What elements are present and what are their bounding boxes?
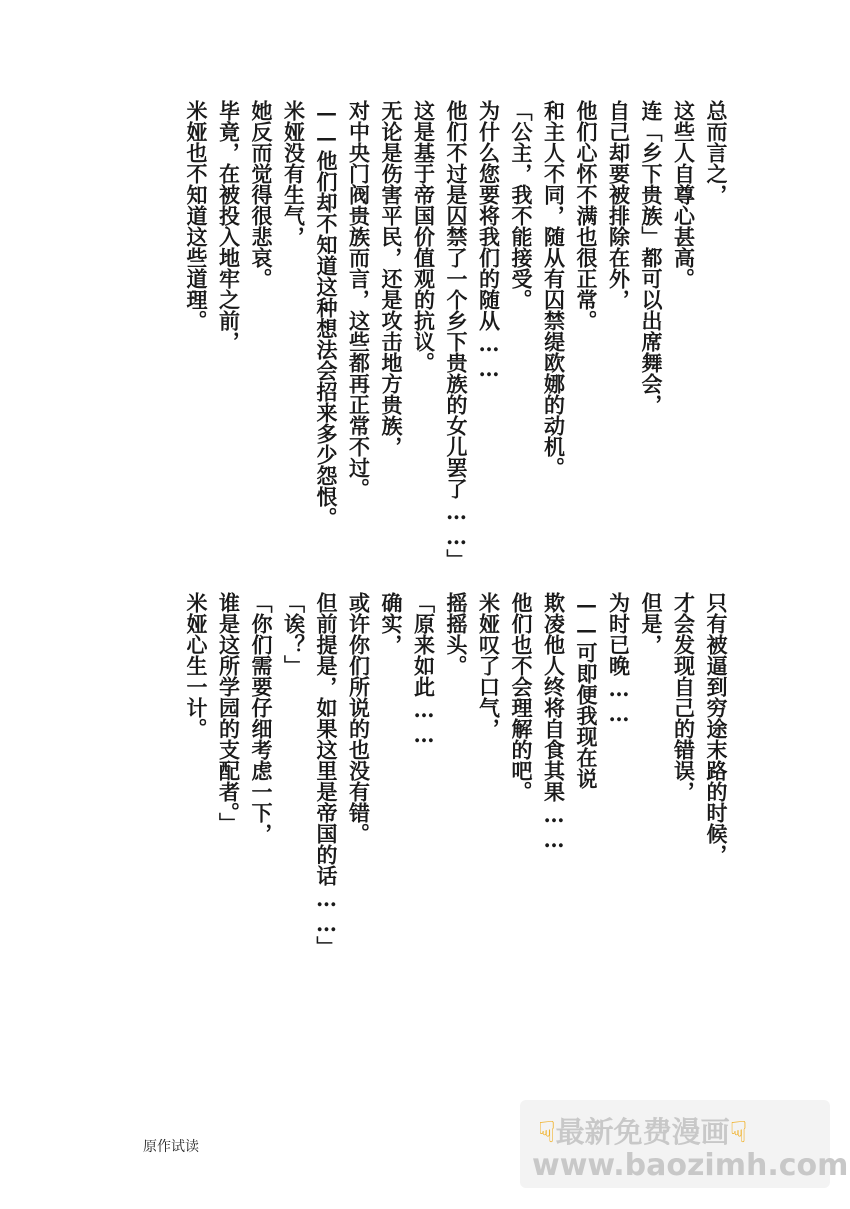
text-line: 但是， (639, 592, 664, 655)
watermark-url: www.baozimh.com (532, 1148, 849, 1183)
text-line: 为什么您要将我们的随从…… (476, 100, 502, 381)
text-line: 欺凌他人终将自食其果…… (541, 592, 567, 852)
text-line: 摇摇头。 (444, 592, 469, 676)
text-line: 连「乡下贵族」都可以出席舞会， (639, 100, 664, 415)
watermark-title-row (538, 1110, 747, 1151)
text-line: 他们不过是囚禁了一个乡下贵族的女儿罢了……」 (444, 100, 469, 570)
site-watermark (520, 1100, 849, 1188)
text-line: 他们也不会理解的吧。 (509, 592, 534, 802)
text-line: 「诶？」 (281, 592, 307, 676)
text-line: 才会发现自己的错误， (671, 592, 697, 802)
text-line: 「原来如此…… (411, 592, 437, 747)
text-line: 米娅没有生气， (281, 100, 307, 247)
text-line: 「公主，我不能接受。 (509, 100, 534, 310)
watermark-title: 最新免费漫画 (555, 1115, 730, 1149)
novel-text-lower-section (180, 592, 733, 972)
text-line: 这是基于帝国价值观的抗议。 (411, 100, 437, 373)
text-line: 这些人自尊心甚高。 (671, 100, 697, 289)
text-line: 无论是伤害平民，还是攻击地方贵族， (379, 100, 404, 457)
text-line: 自己却要被排除在外， (606, 100, 632, 310)
text-line: ——可即便我现在说 (574, 592, 599, 789)
text-line: 或许你们所说的也没有错。 (346, 592, 372, 844)
text-line: 「你们需要仔细考虑一下， (249, 592, 274, 844)
pointing-hand-icon: ☟ (538, 1115, 556, 1149)
footer-caption: 原作试读 (143, 1139, 199, 1155)
novel-text-upper-section (180, 100, 733, 580)
text-line: 米娅叹了口气， (476, 592, 502, 739)
text-line: 确实， (379, 592, 404, 655)
text-line: 但前提是，如果这里是帝国的话……」 (314, 592, 339, 957)
text-line: 米娅心生一计。 (184, 592, 209, 739)
text-line: 为时已晚…… (606, 592, 632, 726)
text-line: 他们心怀不满也很正常。 (574, 100, 599, 331)
pointing-hand-icon: ☟ (729, 1115, 748, 1149)
text-line: 只有被逼到穷途末路的时候， (704, 592, 729, 865)
text-line: ——他们却不知道这种想法会招来多少怨恨。 (314, 100, 339, 528)
text-line: 总而言之， (704, 100, 729, 205)
text-line: 她反而觉得很悲哀。 (249, 100, 274, 289)
text-line: 对中央门阀贵族而言，这些都再正常不过。 (346, 100, 372, 499)
text-line: 和主人不同，随从有囚禁缇欧娜的动机。 (541, 100, 567, 478)
text-line: 米娅也不知道这些道理。 (184, 100, 209, 331)
text-line: 毕竟，在被投入地牢之前， (216, 100, 242, 352)
text-line: 谁是这所学园的支配者。」 (216, 592, 242, 834)
